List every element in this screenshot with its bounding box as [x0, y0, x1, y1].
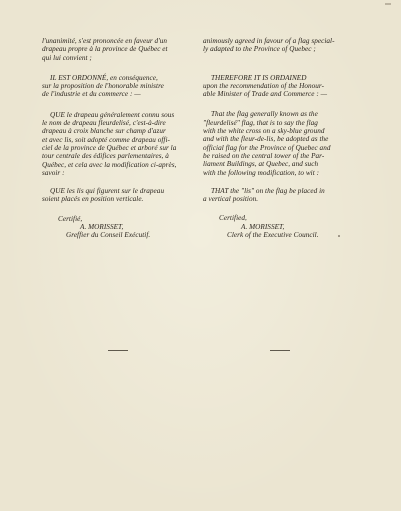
text-line: savoir : [42, 168, 65, 177]
text-line: with the following modification, to wit : [203, 168, 320, 177]
text-line: ly adapted to the Province of Quebec ; [203, 45, 316, 54]
text-line: upon the recommendation of the Honour- [203, 81, 325, 90]
text-line: qui lui convient ; [42, 53, 92, 62]
english-flag-adoption-paragraph [203, 110, 363, 176]
text-line: animously agreed in favour of a flag special- [203, 37, 335, 45]
french-certification [42, 215, 202, 240]
text-line: able Minister of Trade and Commerce : — [203, 90, 328, 99]
text-line: a vertical position. [203, 195, 259, 204]
french-flag-adoption-paragraph [42, 111, 202, 177]
text-line: Québec, et cela avec la modification ci-après, [42, 160, 177, 169]
english-ordained-paragraph [203, 74, 363, 99]
signatory-role: Greffier du Conseil Exécutif. [66, 231, 151, 240]
french-preamble-paragraph [42, 37, 202, 62]
signatory-role: Clerk of the Executive Council. [227, 231, 319, 240]
text-line: official flag for the Province of Quebec and [203, 143, 331, 152]
text-line: de l'industrie et du commerce : — [42, 90, 141, 99]
text-line: drapeau propre à la province de Québec et [42, 45, 168, 54]
text-line: That the flag generally known as the [211, 110, 318, 119]
certified-label: Certifié, [58, 214, 83, 223]
certified-label: Certified, [219, 214, 247, 223]
signatory-name: A. MORISSET, [241, 222, 285, 231]
french-ordained-paragraph [42, 74, 202, 99]
page-corner-mark [385, 3, 391, 5]
text-line: be raised on the central tower of the Par- [203, 151, 325, 160]
text-line: le nom de drapeau fleurdelisé, c'est-à-dire [42, 119, 166, 128]
text-line: sur la proposition de l'honorable ministre [42, 82, 164, 91]
french-section-rule [108, 350, 128, 351]
french-lis-paragraph [42, 187, 202, 204]
text-line: l'unanimité, s'est prononcée en faveur d'un [42, 37, 168, 45]
text-line: QUE les lis qui figurent sur le drapeau [50, 187, 165, 196]
text-line: soient placés en position verticale. [42, 195, 144, 204]
text-line: QUE le drapeau généralement connu sous [50, 110, 175, 119]
english-column [203, 37, 363, 239]
text-line: tour centrale des édifices parlementaires, à [42, 152, 169, 161]
english-preamble-paragraph [203, 37, 363, 54]
text-line: THEREFORE IT IS ORDAINED [211, 73, 307, 82]
page-speck [338, 235, 340, 237]
english-lis-paragraph [203, 187, 363, 204]
text-line: drapeau à croix blanche sur champ d'azur [42, 127, 166, 136]
text-line: THAT the "lis" on the flag be placed in [211, 186, 325, 195]
text-line: IL EST ORDONNÉ, en conséquence, [50, 73, 158, 82]
text-line: "fleurdelisé" flag, that is to say the flag [203, 118, 318, 127]
text-line: ciel de la province de Québec et arboré sur la [42, 143, 177, 152]
french-column [42, 37, 202, 240]
text-line: et avec lis, soit adopté comme drapeau offi- [42, 135, 170, 144]
english-section-rule [270, 350, 290, 351]
signatory-name: A. MORISSET, [80, 223, 124, 232]
text-line: and with the fleur-de-lis, be adopted as the [203, 135, 329, 144]
text-line: liament Buildings, at Quebec, and such [203, 160, 319, 169]
text-line: with the white cross on a sky-blue ground [203, 127, 325, 136]
